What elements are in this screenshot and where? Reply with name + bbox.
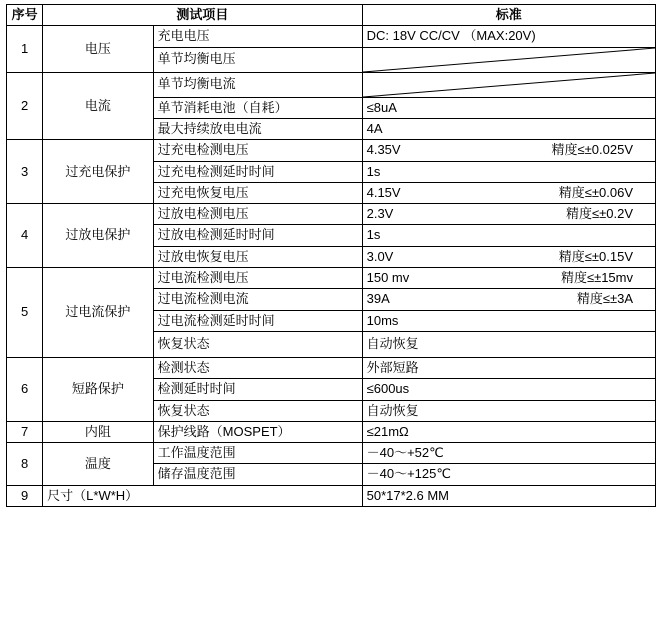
row-category: 内阻 — [43, 421, 154, 442]
table-row — [7, 26, 656, 47]
standard-value: 3.0V — [366, 248, 394, 264]
row-standard: 外部短路 — [362, 357, 655, 378]
row-item: 过放电检测电压 — [153, 204, 362, 225]
standard-value: 2.3V — [366, 206, 394, 222]
standard-accuracy: 精度≤±0.025V — [551, 142, 633, 158]
standard-accuracy: 精度≤±0.06V — [558, 184, 633, 200]
row-standard — [362, 140, 655, 161]
standard-accuracy: 精度≤±0.2V — [565, 206, 633, 222]
row-no: 4 — [7, 204, 43, 268]
row-item: 工作温度范围 — [153, 443, 362, 464]
row-item: 过电流检测电压 — [153, 268, 362, 289]
header-test-item: 测试项目 — [43, 5, 362, 26]
row-standard: DC: 18V CC/CV （MAX:20V) — [362, 26, 655, 47]
table-row — [7, 72, 656, 97]
row-standard-blank-diagonal — [362, 47, 655, 72]
row-no: 1 — [7, 26, 43, 72]
row-standard — [362, 289, 655, 310]
row-item: 单节消耗电池（自耗） — [153, 97, 362, 118]
row-item: 保护线路（MOSPET） — [153, 421, 362, 442]
row-standard: 1s — [362, 225, 655, 246]
table-row — [7, 268, 656, 289]
row-item: 储存温度范围 — [153, 464, 362, 485]
specification-table — [6, 4, 656, 507]
row-category: 过充电保护 — [43, 140, 154, 204]
row-category: 短路保护 — [43, 357, 154, 421]
standard-accuracy: 精度≤±0.15V — [558, 248, 633, 264]
row-standard: 1s — [362, 161, 655, 182]
row-item: 恢复状态 — [153, 331, 362, 357]
row-item: 检测状态 — [153, 357, 362, 378]
table-row-dimensions — [7, 485, 656, 506]
row-item: 恢复状态 — [153, 400, 362, 421]
row-standard — [362, 204, 655, 225]
standard-accuracy: 精度≤±15mv — [560, 270, 633, 286]
row-no: 9 — [7, 485, 43, 506]
row-standard: 4A — [362, 118, 655, 139]
row-label-dimensions: 尺寸（L*W*H） — [43, 485, 362, 506]
row-standard — [362, 246, 655, 267]
standard-value: 39A — [366, 291, 390, 307]
row-no: 6 — [7, 357, 43, 421]
row-standard: ≤600us — [362, 379, 655, 400]
row-category: 过放电保护 — [43, 204, 154, 268]
row-item: 过放电恢复电压 — [153, 246, 362, 267]
table-row — [7, 204, 656, 225]
table-row — [7, 443, 656, 464]
row-no: 7 — [7, 421, 43, 442]
row-standard: 自动恢复 — [362, 400, 655, 421]
row-standard-blank-diagonal — [362, 72, 655, 97]
row-item: 最大持续放电电流 — [153, 118, 362, 139]
diagonal-line-icon — [363, 48, 655, 72]
standard-value: 4.15V — [366, 184, 401, 200]
row-item: 过电流检测电流 — [153, 289, 362, 310]
header-standard: 标准 — [362, 5, 655, 26]
row-standard: －40～+125℃ — [362, 464, 655, 485]
row-item: 过充电恢复电压 — [153, 182, 362, 203]
row-item: 过电流检测延时时间 — [153, 310, 362, 331]
row-item: 过放电检测延时时间 — [153, 225, 362, 246]
row-standard: 50*17*2.6 MM — [362, 485, 655, 506]
table-row — [7, 357, 656, 378]
row-no: 2 — [7, 72, 43, 140]
row-category: 过电流保护 — [43, 268, 154, 358]
row-standard: ≤8uA — [362, 97, 655, 118]
standard-accuracy: 精度≤±3A — [576, 291, 633, 307]
row-standard: －40～+52℃ — [362, 443, 655, 464]
row-item: 单节均衡电压 — [153, 47, 362, 72]
row-no: 8 — [7, 443, 43, 486]
row-standard: ≤21mΩ — [362, 421, 655, 442]
table-header-row — [7, 5, 656, 26]
diagonal-line-icon — [363, 73, 655, 97]
row-standard — [362, 182, 655, 203]
row-standard: 自动恢复 — [362, 331, 655, 357]
row-category: 温度 — [43, 443, 154, 486]
row-no: 3 — [7, 140, 43, 204]
row-item: 过充电检测延时时间 — [153, 161, 362, 182]
row-item: 充电电压 — [153, 26, 362, 47]
row-item: 检测延时时间 — [153, 379, 362, 400]
row-no: 5 — [7, 268, 43, 358]
standard-value: 4.35V — [366, 142, 401, 158]
standard-value: 150 mv — [366, 270, 410, 286]
row-standard: 10ms — [362, 310, 655, 331]
row-category: 电流 — [43, 72, 154, 140]
table-row — [7, 421, 656, 442]
row-standard — [362, 268, 655, 289]
row-category: 电压 — [43, 26, 154, 72]
row-item: 单节均衡电流 — [153, 72, 362, 97]
header-no: 序号 — [7, 5, 43, 26]
row-item: 过充电检测电压 — [153, 140, 362, 161]
table-row — [7, 140, 656, 161]
